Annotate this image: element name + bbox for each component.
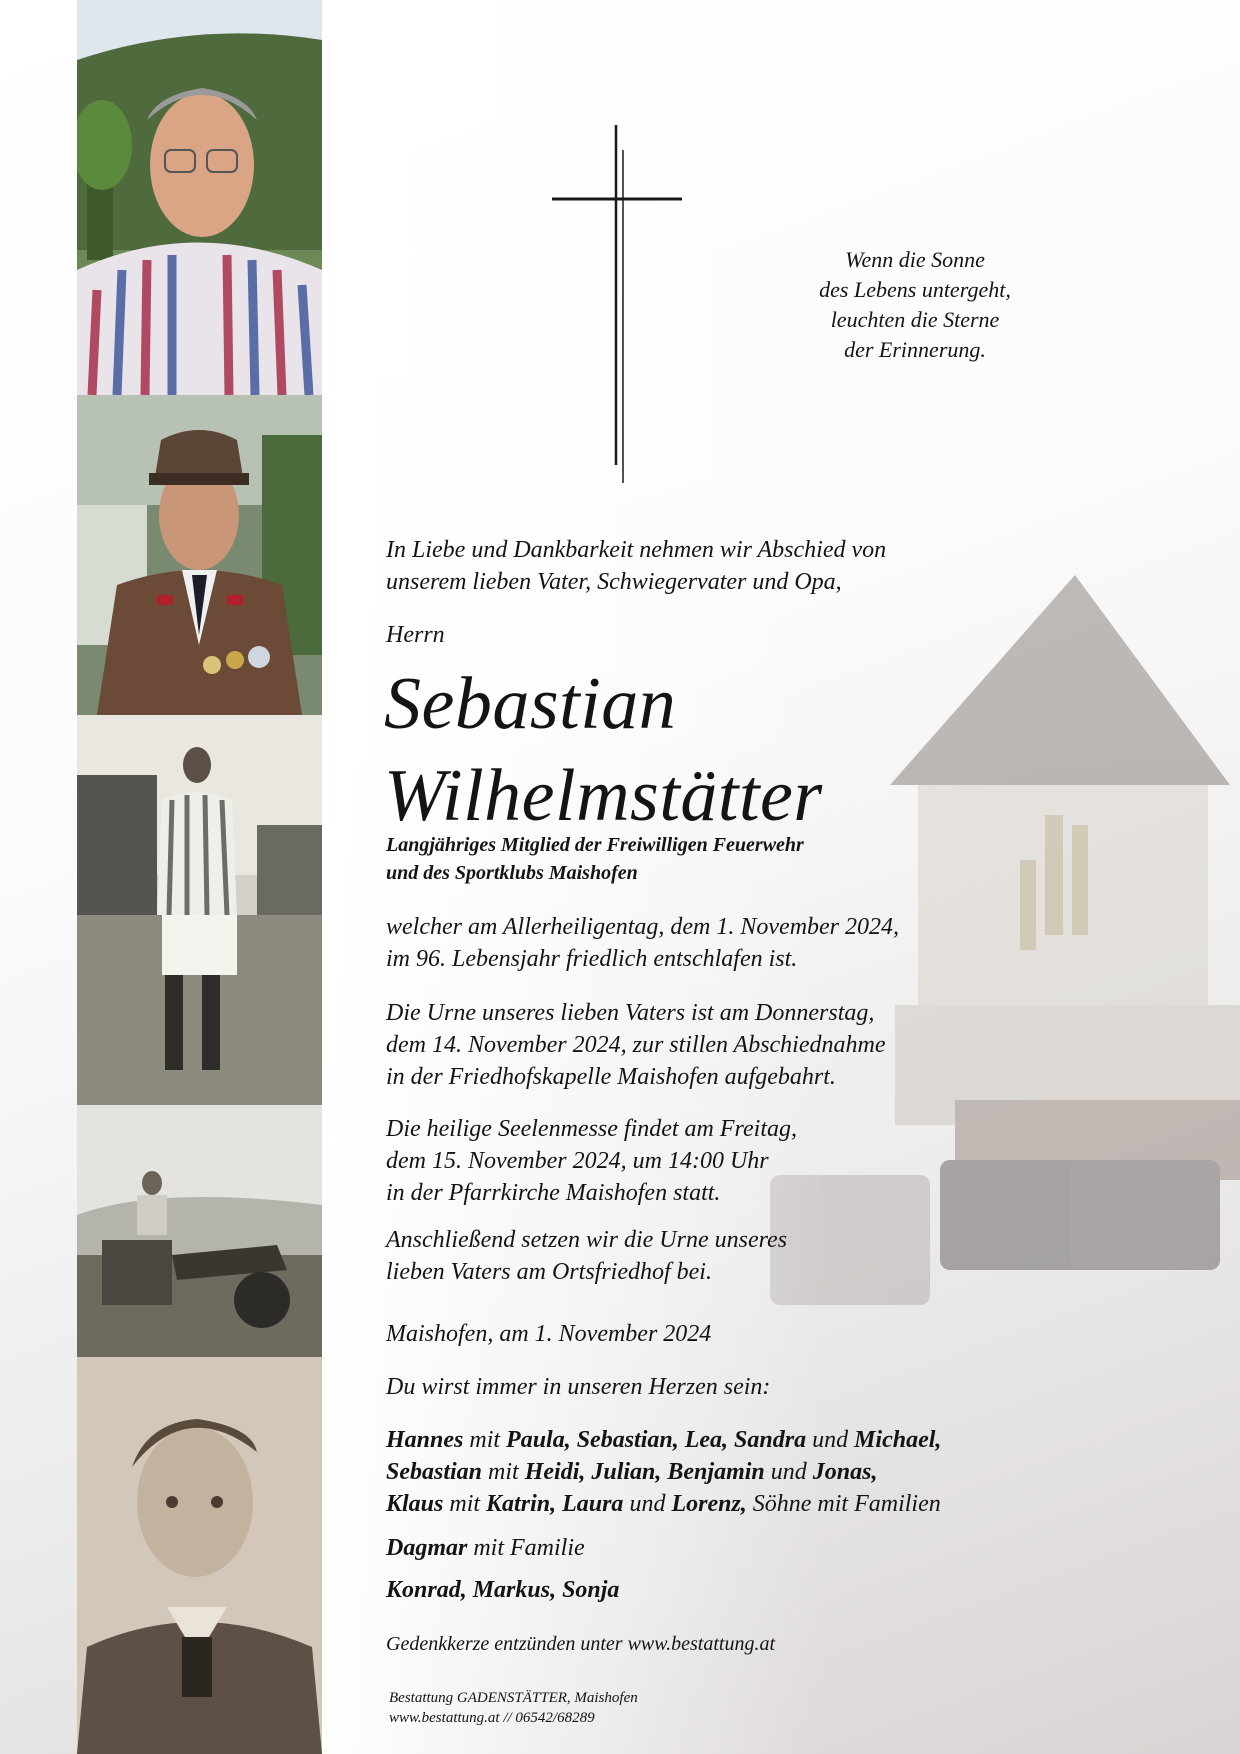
urn-line: dem 14. November 2024, zur stillen Abschiednahme [386,1032,886,1058]
motto-verse [760,245,1070,365]
motto-line: leuchten die Sterne [830,307,1000,332]
burial-line: lieben Vaters am Ortsfriedhof bei. [386,1259,712,1285]
family-line [386,1532,1106,1564]
family-name: Katrin, Laura [486,1491,624,1517]
family-list [386,1424,1106,1520]
undertaker-line: Bestattung GADENSTÄTTER, Maishofen [389,1690,638,1706]
family-name: Dagmar [386,1535,468,1561]
mass-line: in der Pfarrkirche Maishofen statt. [386,1180,721,1206]
photo-strip [77,0,322,1754]
photo-farm-tractor-bw [77,1105,322,1357]
family-name: Jonas, [812,1459,878,1485]
photo-boy-portrait-sepia [77,1357,322,1754]
burial-line: Anschließend setzen wir die Urne unseres [386,1227,788,1253]
salutation: Herrn [386,622,445,648]
family-connector: Söhne mit Familien [746,1491,941,1517]
burial-text [386,1224,1106,1288]
membership-text [386,831,1106,887]
mass-line: Die heilige Seelenmesse findet am Freitag, [386,1116,797,1142]
membership-line: und des Sportklubs Maishofen [386,862,638,884]
family-name: Hannes [386,1427,464,1453]
family-name: Lorenz, [671,1491,747,1517]
family-connector: mit [482,1459,525,1485]
family-line: Konrad, Markus, Sonja [386,1577,620,1603]
death-line: im 96. Lebensjahr friedlich entschlafen ist. [386,946,798,972]
intro-line: unserem lieben Vater, Schwiegervater und Opa, [386,569,842,595]
family-connector: und [623,1491,672,1517]
undertaker-line: www.bestattung.at // 06542/68289 [389,1710,595,1726]
family-name: Michael, [854,1427,942,1453]
membership-line: Langjähriges Mitglied der Freiwilligen Feuerwehr [386,834,804,856]
urn-line: in der Friedhofskapelle Maishofen aufgebahrt. [386,1064,836,1090]
family-name: Klaus [386,1491,444,1517]
family-name: Paula, Sebastian, Lea, Sandra [506,1427,807,1453]
family-line [386,1456,1106,1488]
family-connector: mit [463,1427,507,1453]
family-name: Heidi, Julian, Benjamin [524,1459,765,1485]
motto-line: Wenn die Sonne [845,247,985,272]
heart-line: Du wirst immer in unseren Herzen sein: [386,1374,771,1400]
family-name: Sebastian [386,1459,483,1485]
photo-footballer-bw [77,715,322,1105]
motto-line: der Erinnerung. [844,337,986,362]
urn-text [386,997,1106,1093]
deceased-name [384,658,1084,842]
first-name: Sebastian [384,663,677,745]
death-line: welcher am Allerheiligentag, dem 1. November 2024, [386,914,900,940]
mass-line: dem 15. November 2024, um 14:00 Uhr [386,1148,769,1174]
photo-portrait-elderly [77,0,322,395]
photo-firefighter-uniform [77,395,322,715]
family-connector: mit Familie [467,1535,585,1561]
candle-note: Gedenkkerze entzünden unter www.bestattung.at [386,1633,776,1655]
undertaker-info [389,1688,1109,1728]
motto-line: des Lebens untergeht, [819,277,1011,302]
death-text [386,911,1106,975]
intro-line: In Liebe und Dankbarkeit nehmen wir Abschied von [386,537,887,563]
place-date: Maishofen, am 1. November 2024 [386,1321,712,1347]
family-connector: mit [443,1491,487,1517]
mass-text [386,1113,1106,1209]
family-line [386,1488,1106,1520]
family-connector: und [764,1459,813,1485]
family-line [386,1424,1106,1456]
family-connector: und [806,1427,855,1453]
intro-text [386,534,1106,598]
cross-icon [550,125,685,485]
last-name: Wilhelmstätter [384,755,823,837]
urn-line: Die Urne unseres lieben Vaters ist am Donnerstag, [386,1000,875,1026]
